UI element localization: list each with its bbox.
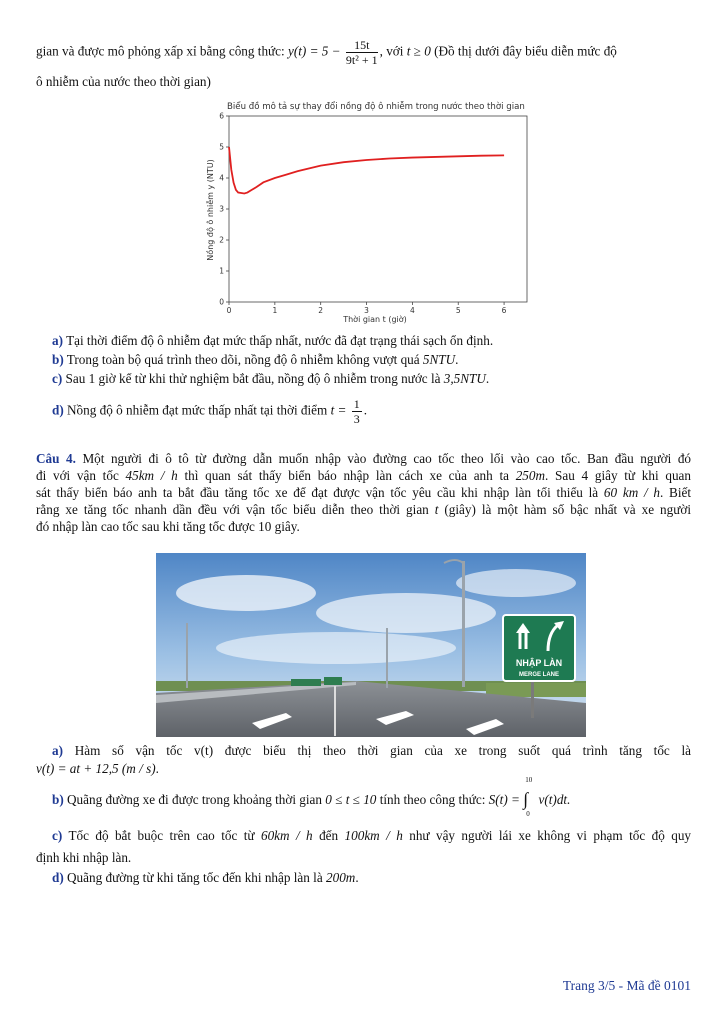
x-tick-label: 6 — [501, 306, 507, 315]
option-text: Sau 1 giờ kể từ khi thử nghiệm bắt đầu, nồng độ ô nhiễm trong nước là — [65, 371, 441, 386]
option-tail: . — [363, 402, 368, 418]
option-q3-d — [52, 397, 691, 426]
q4-text: giây. — [274, 519, 300, 534]
sign-text-vi: NHẬP LÀN — [515, 658, 563, 668]
q4-text: Một người đi ô tô từ đường dẫn muốn nhập vào đường cao tốc theo lối vào cao tốc. Ban đầu người đó — [82, 451, 692, 466]
option-value: 3,5NTU — [443, 371, 486, 386]
option-letter: d) — [52, 870, 64, 885]
option-fraction — [352, 397, 362, 426]
option-text: Tốc độ bắt buộc trên cao tốc từ — [68, 828, 255, 843]
y-tick-label: 0 — [219, 297, 224, 307]
integral-sign — [523, 776, 535, 819]
option-letter: c) — [52, 828, 63, 843]
option-letter: c) — [52, 371, 63, 386]
option-q4-d — [52, 869, 691, 886]
option-tail: . — [455, 352, 459, 367]
q4-line-4 — [36, 501, 691, 518]
x-tick-label: 0 — [226, 306, 232, 315]
option-integrand: v(t)dt. — [538, 792, 571, 807]
option-tail: . — [155, 761, 159, 776]
option-value: 5NTU — [422, 352, 456, 367]
q4-text: sát thấy biển báo anh ta bắt đầu tăng tốc xe để đạt được vận tốc yêu cầu khi nhập làn tối thiểu là — [36, 485, 599, 500]
y-tick-label: 1 — [219, 266, 224, 276]
option-text: Nồng độ ô nhiễm đạt mức thấp nhất tại thời điểm — [67, 402, 328, 418]
q4-text: đi với vận tốc — [36, 468, 119, 483]
q4-line-2 — [36, 467, 691, 484]
option-q4-a-line2 — [36, 760, 691, 777]
question-label: Câu 4. — [36, 451, 76, 466]
intro-mid: , với — [379, 43, 404, 59]
q4-value: 60 km / h — [603, 485, 660, 500]
integral-lower: 0 — [526, 810, 530, 819]
chart-xlabel: Thời gian t (giờ) — [343, 315, 407, 324]
integral-upper: 10 — [525, 776, 533, 785]
q4-value: t — [434, 502, 439, 517]
option-text: tính theo công thức: — [379, 792, 486, 807]
x-tick-label: 4 — [409, 306, 415, 315]
option-text: như vậy người lái xe không vi phạm tốc độ quy — [409, 828, 692, 843]
option-q3-b — [52, 351, 691, 368]
option-q3-c — [52, 370, 691, 387]
option-value: t = — [330, 402, 347, 418]
x-tick-label: 2 — [318, 306, 324, 315]
q4-text: (giây) là một hàm số bậc nhất và xe người — [444, 502, 692, 517]
highway-photo — [156, 553, 586, 737]
formula-numerator: 15t — [346, 38, 378, 53]
intro-line-1 — [36, 38, 691, 67]
option-letter: d) — [52, 402, 64, 418]
y-tick-label: 2 — [219, 235, 224, 245]
option-letter: b) — [52, 352, 64, 367]
intro-line-2: ô nhiễm của nước theo thời gian) — [36, 74, 211, 89]
option-text: Quãng đường từ khi tăng tốc đến khi nhập làn là — [67, 870, 323, 885]
option-formula: v(t) = at + 12,5 (m / s) — [36, 761, 156, 776]
y-tick-label: 3 — [219, 204, 224, 214]
q4-value: 250m — [515, 468, 546, 483]
option-letter: a) — [52, 333, 63, 348]
option-q4-c-line1 — [52, 827, 691, 844]
chart-svg — [205, 100, 535, 328]
integral-symbol: ∫ — [523, 789, 529, 810]
x-tick-label: 3 — [364, 306, 369, 315]
formula-fraction — [346, 38, 378, 67]
q4-line-1 — [36, 450, 691, 467]
option-text: Hàm số vận tốc v(t) được biểu thị theo thời gian của xe trong suốt quá trình tăng tốc là — [74, 743, 692, 758]
option-tail: . — [355, 870, 359, 885]
option-q4-b — [52, 776, 691, 819]
chart-frame — [229, 116, 527, 302]
q4-text: . Biết — [659, 485, 692, 500]
option-text: Trong toàn bộ quá trình theo dõi, nồng độ ô nhiễm không vượt quá — [66, 352, 420, 367]
intro-post: (Đồ thị dưới đây biểu diễn mức độ — [434, 43, 617, 59]
q4-line-5 — [36, 518, 691, 535]
option-letter: b) — [52, 792, 64, 807]
intro-text: gian và được mô phỏng xấp xỉ bằng công thức: — [36, 43, 285, 59]
chart-ticks — [219, 112, 506, 316]
option-letter: a) — [52, 743, 63, 758]
pollution-chart — [205, 100, 535, 328]
chart-series-line — [229, 147, 504, 194]
option-value: 200m — [326, 870, 356, 885]
y-tick-label: 5 — [219, 142, 224, 152]
formula-lhs: y(t) = 5 − — [288, 43, 341, 59]
q4-line-3 — [36, 484, 691, 501]
y-tick-label: 4 — [219, 173, 224, 183]
q4-text: . Sau — [545, 468, 575, 483]
option-text: đến — [319, 828, 339, 843]
highway-illustration — [156, 553, 586, 737]
option-q4-c-line2: định khi nhập làn. — [36, 850, 132, 865]
option-q4-a-line1 — [52, 742, 691, 759]
q4-value: 4 — [581, 468, 589, 483]
q4-value: 10 — [258, 519, 272, 534]
option-q3-a — [52, 332, 691, 349]
option-value: 60km / h — [260, 828, 313, 843]
chart-axes — [229, 116, 527, 302]
q4-text: thì quan sát thấy biển báo nhập làn cách xe của anh ta — [184, 468, 509, 483]
option-value: 100km / h — [344, 828, 403, 843]
option-tail: . — [485, 371, 490, 386]
option-range: 0 ≤ t ≤ 10 — [325, 792, 377, 807]
q4-value: 45km / h — [125, 468, 178, 483]
q4-text: đó nhập làn cao tốc sau khi tăng tốc được — [36, 519, 255, 534]
chart-title: Biểu đồ mô tả sự thay đổi nồng độ ô nhiễm trong nước theo thời gian — [227, 102, 525, 112]
fraction-denominator: 3 — [353, 412, 360, 426]
formula-condition: t ≥ 0 — [406, 43, 431, 59]
x-tick-label: 1 — [272, 306, 278, 315]
q4-text: rằng xe tăng tốc nhanh dần đều với vận tốc biểu diễn theo thời gian — [36, 502, 429, 517]
formula-denominator: 9t² + 1 — [345, 53, 378, 67]
chart-ylabel: Nồng độ ô nhiễm y (NTU) — [206, 159, 215, 261]
q4-text: giây từ khi quan — [594, 468, 692, 483]
y-tick-label: 6 — [219, 111, 224, 121]
option-formula: S(t) = — [488, 792, 520, 807]
option-text: Quãng đường xe đi được trong khoảng thời gian — [67, 792, 322, 807]
fraction-numerator: 1 — [353, 397, 360, 411]
sign-text-en: MERGE LANE — [518, 672, 560, 678]
page-footer: Trang 3/5 - Mã đề 0101 — [562, 978, 691, 993]
option-text: Tại thời điểm độ ô nhiễm đạt mức thấp nhất, nước đã đạt trạng thái sạch ổn định. — [66, 333, 494, 348]
x-tick-label: 5 — [455, 306, 461, 315]
